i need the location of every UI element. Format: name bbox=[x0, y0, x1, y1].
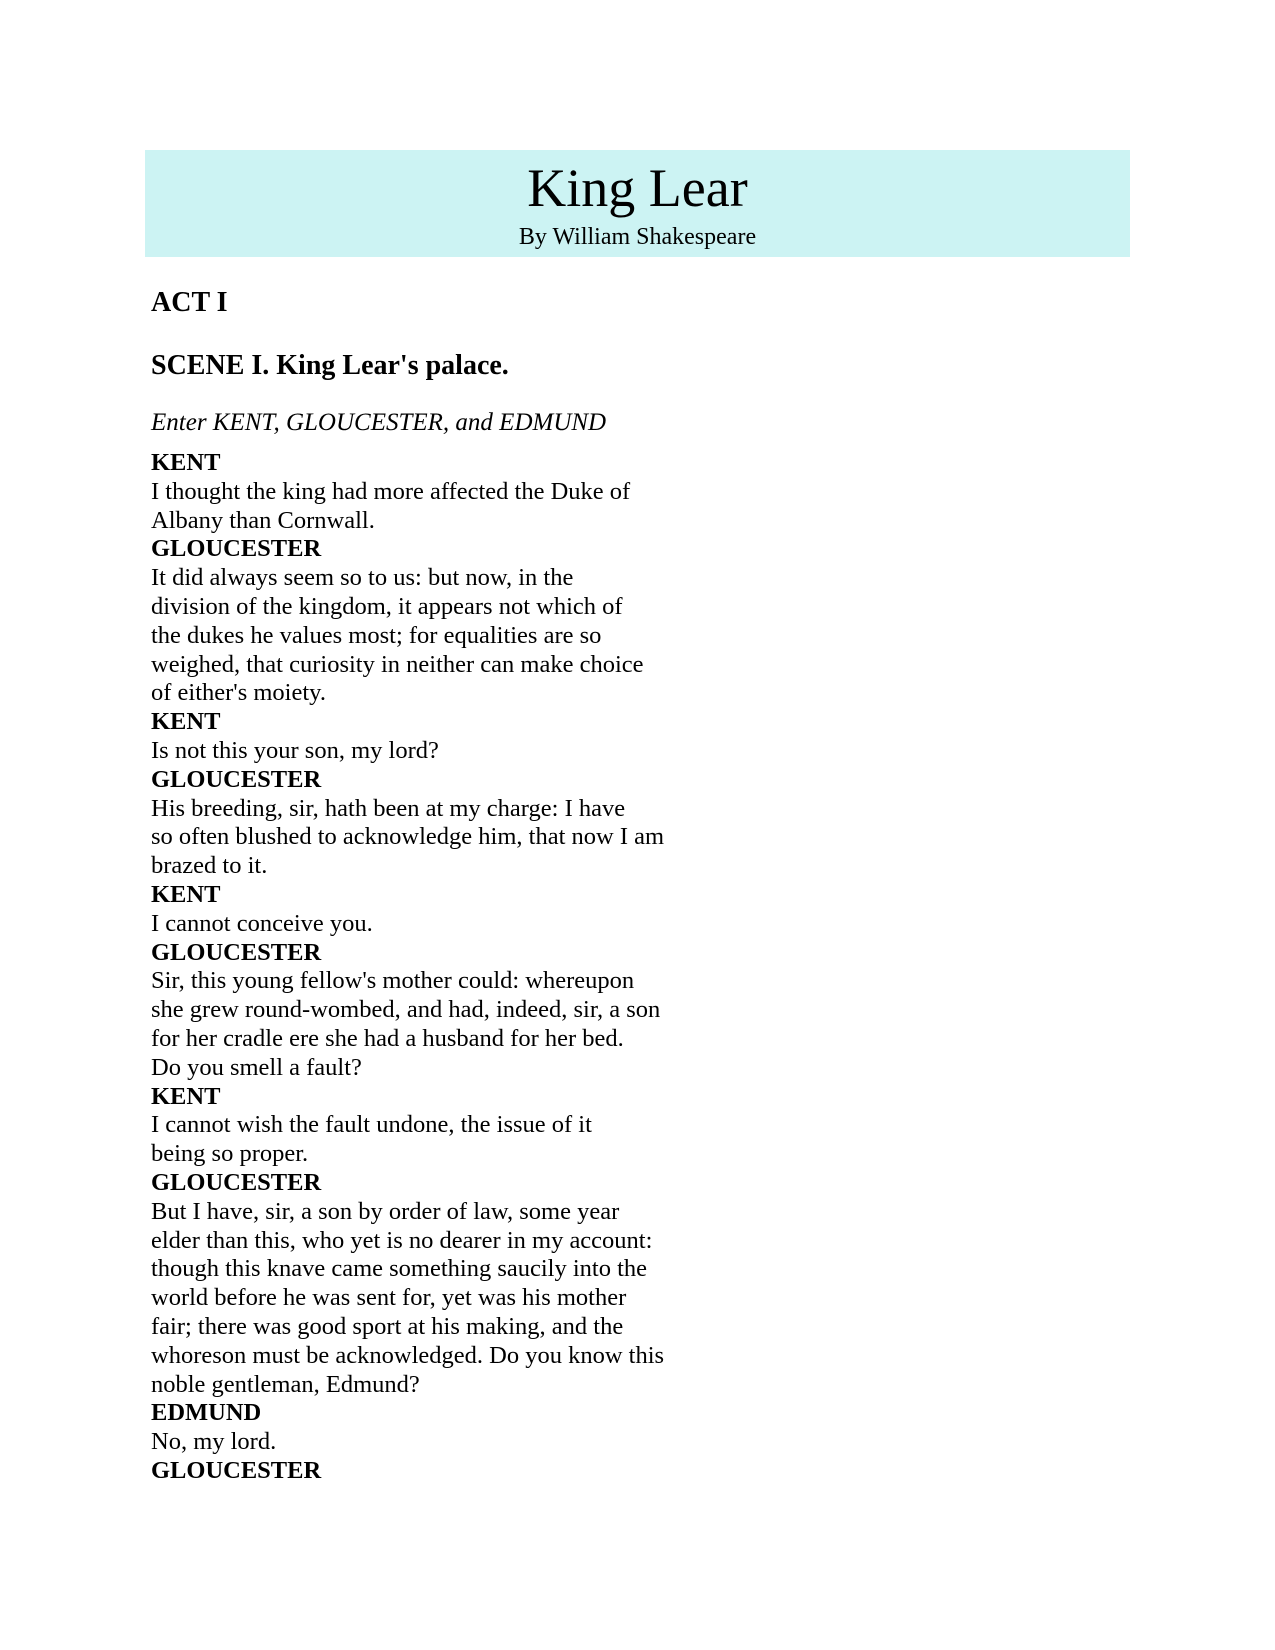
speech-line: so often blushed to acknowledge him, that now I am bbox=[151, 823, 665, 851]
speaker-name: KENT bbox=[151, 880, 221, 908]
speech-line: I thought the king had more affected the Duke of bbox=[151, 477, 631, 505]
speech bbox=[151, 1399, 791, 1457]
speaker-name: GLOUCESTER bbox=[151, 765, 322, 793]
speech-line: I cannot wish the fault undone, the issue of it bbox=[151, 1111, 592, 1139]
speech bbox=[151, 939, 791, 1083]
play-author: By William Shakespeare bbox=[518, 224, 757, 250]
speech-line: brazed to it. bbox=[151, 852, 268, 880]
speech bbox=[151, 535, 791, 708]
speaker-name: GLOUCESTER bbox=[151, 938, 322, 966]
speech-line: I cannot conceive you. bbox=[151, 909, 373, 937]
speech-line: the dukes he values most; for equalities are so bbox=[151, 621, 602, 649]
speech-line: world before he was sent for, yet was his mother bbox=[151, 1284, 627, 1312]
play-title: King Lear bbox=[527, 158, 748, 218]
speech-line: It did always seem so to us: but now, in the bbox=[151, 564, 574, 592]
scene-heading: SCENE I. King Lear's palace. bbox=[151, 350, 509, 381]
speech-line: though this knave came something saucily into the bbox=[151, 1255, 648, 1283]
speech bbox=[151, 1169, 791, 1399]
speech-line: Sir, this young fellow's mother could: whereupon bbox=[151, 967, 635, 995]
speech-line: of either's moiety. bbox=[151, 679, 326, 707]
speech bbox=[151, 708, 791, 766]
speech-line: fair; there was good sport at his making, and the bbox=[151, 1312, 624, 1340]
speech-line: No, my lord. bbox=[151, 1428, 277, 1456]
speech bbox=[151, 1083, 791, 1169]
stage-direction: Enter KENT, GLOUCESTER, and EDMUND bbox=[151, 409, 607, 436]
speech bbox=[151, 449, 791, 535]
speaker-name: EDMUND bbox=[151, 1399, 262, 1427]
speech-line: Albany than Cornwall. bbox=[151, 506, 375, 534]
speech-line: elder than this, who yet is no dearer in my account: bbox=[151, 1226, 653, 1254]
speech-line: division of the kingdom, it appears not which of bbox=[151, 592, 623, 620]
speaker-name: KENT bbox=[151, 1082, 221, 1110]
speaker-name: GLOUCESTER bbox=[151, 535, 322, 563]
speaker-name: GLOUCESTER bbox=[151, 1456, 322, 1484]
speech bbox=[151, 1457, 791, 1486]
speaker-name: KENT bbox=[151, 708, 221, 736]
speech-line: But I have, sir, a son by order of law, some year bbox=[151, 1197, 620, 1225]
title-banner bbox=[145, 150, 1130, 257]
speaker-name: KENT bbox=[151, 449, 221, 476]
speech-line: His breeding, sir, hath been at my charge: I have bbox=[151, 794, 626, 822]
speech-line: being so proper. bbox=[151, 1140, 309, 1168]
speech-line: Is not this your son, my lord? bbox=[151, 736, 439, 764]
speech bbox=[151, 766, 791, 881]
speech-line: noble gentleman, Edmund? bbox=[151, 1370, 420, 1398]
speech bbox=[151, 881, 791, 939]
speech-line: whoreson must be acknowledged. Do you know this bbox=[151, 1341, 665, 1369]
speaker-name: GLOUCESTER bbox=[151, 1168, 322, 1196]
speech-line: she grew round-wombed, and had, indeed, sir, a son bbox=[151, 996, 661, 1024]
act-heading: ACT I bbox=[151, 287, 228, 318]
speech-line: Do you smell a fault? bbox=[151, 1053, 362, 1081]
speech-line: for her cradle ere she had a husband for her bed. bbox=[151, 1024, 624, 1052]
speech-line: weighed, that curiosity in neither can make choice bbox=[151, 650, 644, 678]
dialogue bbox=[151, 449, 791, 1486]
